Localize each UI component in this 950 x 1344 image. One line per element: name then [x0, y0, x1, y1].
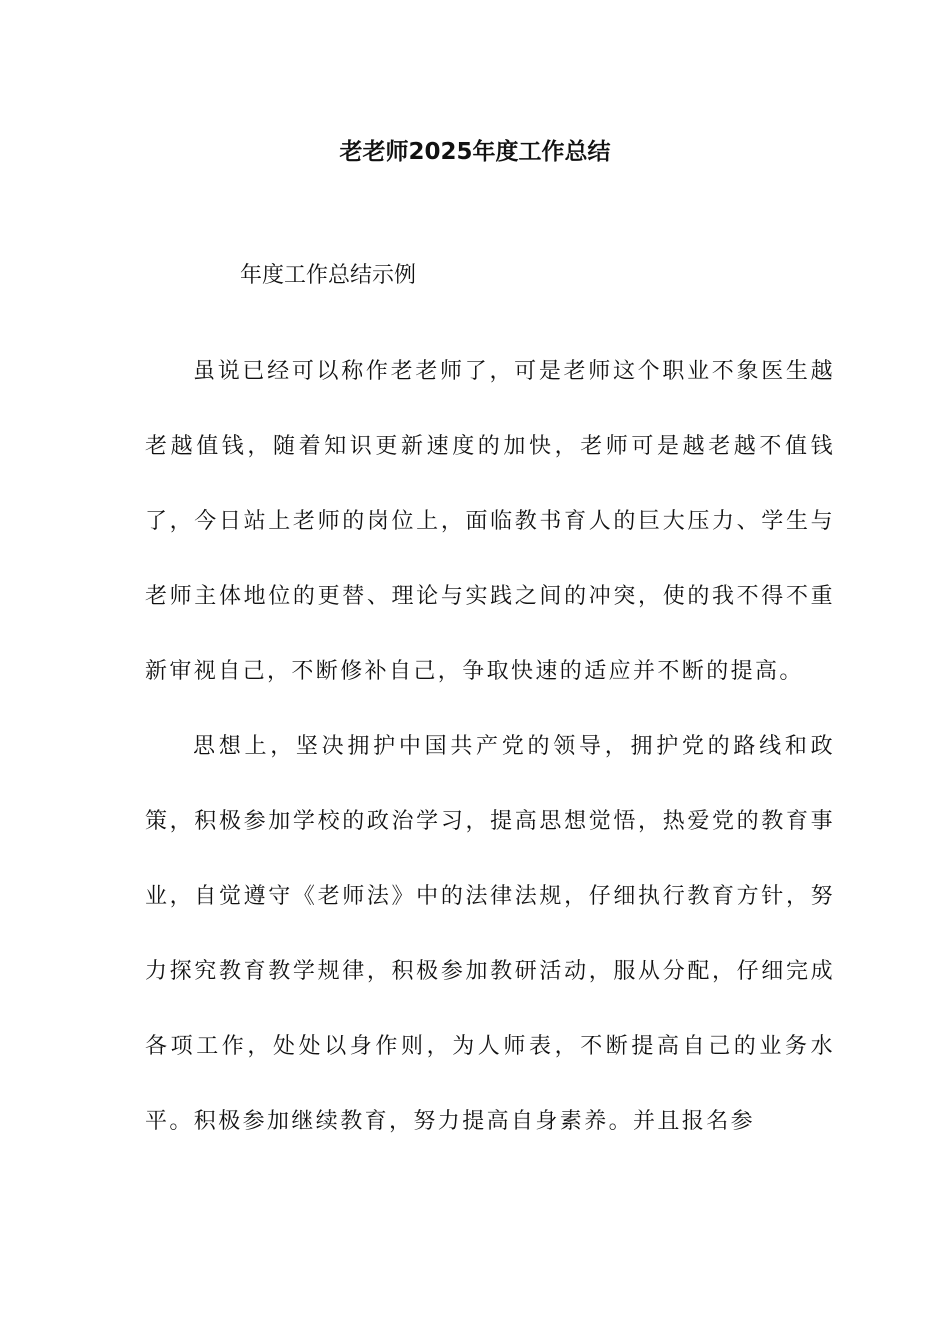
document-subtitle: 年度工作总结示例 — [240, 263, 417, 288]
document-body — [145, 334, 835, 1159]
document-title: 老老师2025年度工作总结 — [339, 139, 611, 165]
paragraph-2: 思想上，坚决拥护中国共产党的领导，拥护党的路线和政策，积极参加学校的政治学习，提高思想觉悟，热爱党的教育事业，自觉遵守《老师法》中的法律法规，仔细执行教育方针，努力探究教育教学规律，积极参加教研活动，服从分配，仔细完成各项工作，处处以身作则，为人师表，不断提高自己的业务水平。积极参加继续教育，努力提高自身素养。并且报名参 — [145, 734, 835, 1134]
paragraph-1: 虽说已经可以称作老老师了，可是老师这个职业不象医生越老越值钱，随着知识更新速度的加快，老师可是越老越不值钱了，今日站上老师的岗位上，面临教书育人的巨大压力、学生与老师主体地位的更替、理论与实践之间的冲突，使的我不得不重新审视自己，不断修补自己，争取快速的适应并不断的提高。 — [145, 359, 835, 684]
